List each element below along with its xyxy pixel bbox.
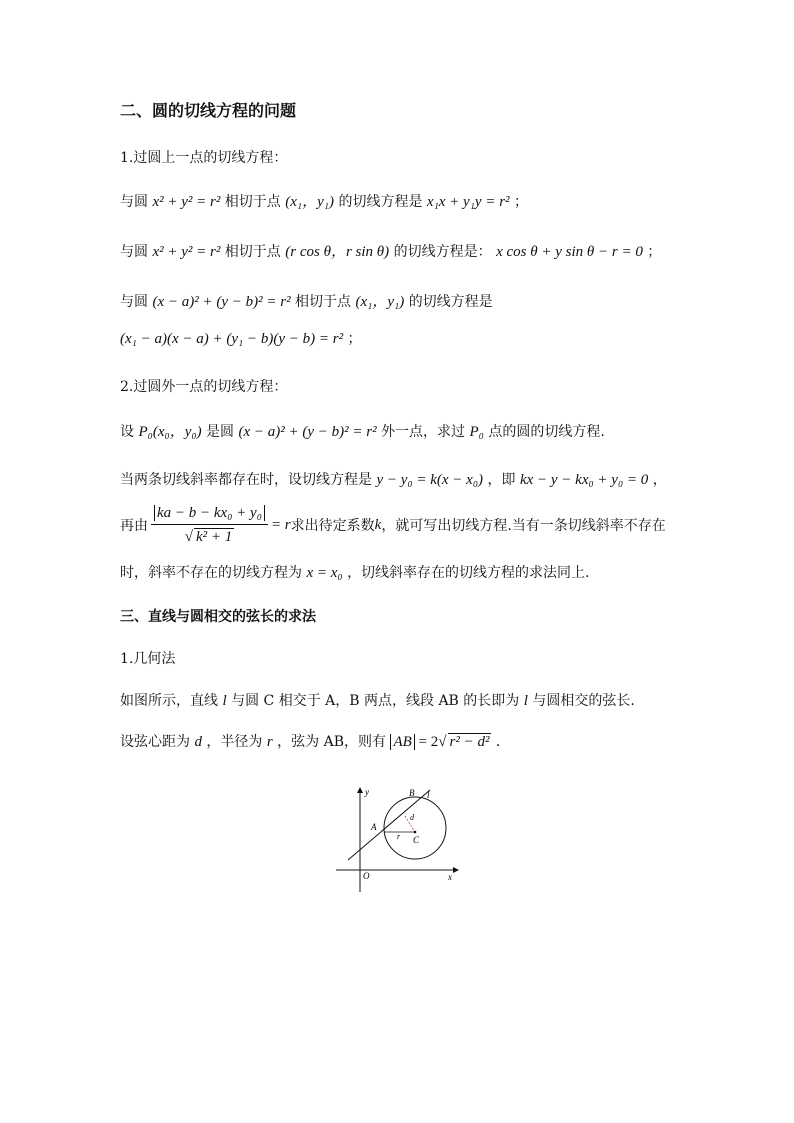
text: 设弦心距为 [120, 734, 190, 750]
text: 的切线方程是 [408, 294, 493, 310]
sqrt-radicand: k² + 1 [195, 528, 233, 545]
section3-sub1: 1.几何法 [120, 651, 176, 667]
formula-tangent: (x₁ − a)(x − a) + (y₁ − b)(y − b) = r² [120, 331, 344, 347]
formula-circle: (x − a)² + (y − b)² = r² [152, 294, 291, 310]
circle-c [384, 797, 446, 859]
formula-vertical: x = x₀ [306, 565, 343, 581]
text: 的切线方程是 [338, 194, 423, 210]
line-l-label: l [427, 790, 430, 800]
external-point-line [120, 420, 605, 441]
chord-length-formula: AB = 2√ r² − d² [390, 734, 491, 750]
text: 与圆相交的弦长. [532, 693, 635, 709]
var-l: l [222, 693, 227, 709]
x-axis-label: x [448, 872, 452, 882]
abs-value: ka − b − kx₀ + y₀ [154, 505, 265, 521]
formula-tangent: x₁x + y₁y = r² [426, 194, 510, 210]
point-c-label: C [413, 835, 420, 845]
text: ； [514, 194, 528, 210]
point-b-label: B [409, 788, 415, 798]
distance-formula-line [120, 500, 666, 550]
text: 是圆 [206, 424, 235, 440]
text: 外一点，求过 [381, 424, 466, 440]
formula-circle: (x − a)² + (y − b)² = r² [238, 424, 377, 440]
formula-point: (x₁，y₁) [355, 294, 405, 310]
point-a-label: A [371, 822, 377, 832]
formula-circle: x² + y² = r² [152, 244, 221, 260]
formula-point-slope: y − y₀ = k(x − x₀) [376, 472, 484, 488]
section2-sub1: 1.过圆上一点的切线方程： [120, 150, 288, 166]
text: ； [647, 244, 662, 260]
center-point [414, 831, 417, 834]
text: ， [652, 472, 667, 488]
text: ； [347, 331, 362, 347]
text: ，即 [487, 472, 516, 488]
text: 与圆 C 相交于 A，B 两点，线段 AB 的长即为 [231, 693, 520, 709]
chord-formula-line [120, 731, 500, 751]
radius-r-label: r [397, 832, 401, 841]
fraction-numerator [151, 505, 268, 525]
fraction-denominator: √ k² + 1 [184, 528, 233, 545]
text: 相切于点 [295, 294, 352, 310]
text: ，弦为 AB，则有 [277, 734, 387, 750]
var-r: r [266, 734, 273, 750]
formula-point: (x₁，y₁) [285, 194, 334, 210]
text: 点的圆的切线方程. [488, 424, 605, 440]
origin-label: O [363, 871, 370, 881]
sqrt-radicand: r² − d² [449, 734, 490, 750]
text: 与圆 [120, 244, 148, 260]
text: 再由 [120, 518, 148, 534]
text: ，切线斜率存在的切线方程的求法同上. [347, 565, 590, 581]
tangent-line-1 [120, 190, 528, 211]
distance-d-label: d [410, 813, 414, 822]
section2-heading: 二、圆的切线方程的问题 [120, 101, 297, 120]
tangent-line-3b [120, 328, 362, 348]
var-l: l [523, 693, 528, 709]
formula-general: kx − y − kx₀ + y₀ = 0 [519, 472, 649, 488]
distance-fraction [151, 505, 268, 546]
text: 当两条切线斜率都存在时，设切线方程是 [120, 472, 372, 488]
tangent-line-3 [120, 290, 493, 311]
abs-ab: AB [390, 734, 414, 750]
text: 与圆 [120, 194, 148, 210]
equals-two: = 2 [418, 734, 439, 750]
section3-heading: 三、直线与圆相交的弦长的求法 [120, 609, 316, 625]
var-d: d [194, 734, 202, 750]
vertical-tangent-line [120, 562, 590, 582]
text: 相切于点 [224, 244, 281, 260]
formula-equals-r: = r [270, 516, 291, 533]
text: 如图所示，直线 [120, 693, 218, 709]
y-axis-label: y [365, 787, 369, 797]
text: 的切线方程是： [393, 244, 492, 260]
text: . [495, 734, 501, 750]
formula-tangent: x cos θ + y sin θ − r = 0 [496, 244, 643, 260]
var-k: k [374, 516, 382, 533]
section2-sub2: 2.过圆外一点的切线方程： [120, 379, 288, 395]
formula-circle: x² + y² = r² [152, 194, 221, 210]
text: 相切于点 [224, 194, 281, 210]
text: 时，斜率不存在的切线方程为 [120, 565, 302, 581]
text: ，就可写出切线方程.当有一条切线斜率不存在 [381, 518, 666, 534]
tangent-line-2 [120, 240, 661, 261]
text: 与圆 [120, 294, 148, 310]
formula-point: (r cos θ，r sin θ) [285, 244, 390, 260]
slope-exists-line [120, 469, 667, 489]
text: ，半径为 [206, 734, 263, 750]
text: 设 [120, 424, 134, 440]
chord-intro-line [120, 690, 635, 710]
text: 求出待定系数 [290, 518, 375, 534]
chord-diagram [330, 782, 470, 897]
formula-point: P₀(x₀，y₀) [138, 424, 202, 440]
formula-p0: P₀ [469, 424, 484, 440]
